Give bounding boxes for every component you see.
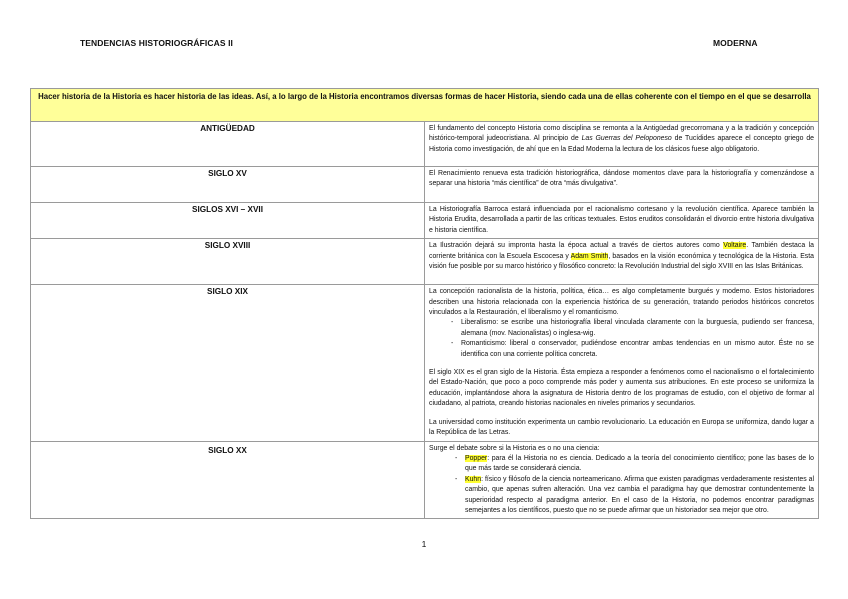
- bullet-list: [429, 318, 814, 360]
- row-label-xvi-xvii: SIGLOS XVI – XVII: [31, 203, 425, 239]
- row-content-xv: El Renacimiento renueva esta tradición historiográfica, dándose momentos clave para la historiografía y comenzándose a separar una historia “más científica” de otra “más divulgativa”.: [425, 167, 819, 203]
- intro-banner: Hacer historia de la Historia es hacer historia de las ideas. Así, a lo largo de la Historia encontramos diversas formas de hacer Historia, siendo cada una de ellas coherente con el tiempo en el que se desarrolla: [31, 89, 819, 122]
- page-number: 1: [421, 539, 427, 549]
- header-title-right: MODERNA: [713, 38, 758, 48]
- highlight-adam-smith: Adam Smith: [570, 252, 609, 260]
- paragraph: La universidad como institución experimenta un cambio revolucionario. La educación en Europa se uniformiza, dando lugar a la República de las Letras.: [429, 418, 814, 437]
- text-fragment: : para él la Historia no es ciencia. Dedicado a la teoría del conocimiento científico; pone las bases de lo que más tarde se considerará ciencia.: [465, 454, 814, 473]
- text-fragment: . También destaca la corriente británica con la Escuela Escocesa y: [429, 242, 814, 260]
- row-content-xviii: [425, 239, 819, 285]
- table-row: [31, 203, 819, 239]
- highlight-voltaire: Voltaire: [723, 242, 747, 250]
- intro-row: [31, 89, 819, 122]
- row-label-xx: SIGLO XX: [31, 441, 425, 519]
- text-fragment: de Tucídides aparece el concepto griego de Historia como investigación, de ahí que en la Edad Moderna la lectura de los clásicos fuese algo obligatorio.: [429, 135, 815, 153]
- bullet-list: [429, 454, 814, 516]
- table-row: [31, 285, 819, 441]
- text-fragment: El fundamento del concepto Historia como disciplina se remonta a la Antigüedad grecorromana y a la tradición y concepción histórico-temporal judeocristiana. Al principio de: [429, 125, 814, 143]
- table-row: [31, 239, 819, 285]
- highlight-popper: Popper: [465, 454, 488, 462]
- row-label-xv: SIGLO XV: [31, 167, 425, 203]
- row-content-xx: [425, 441, 819, 519]
- bullet-popper: [455, 454, 814, 475]
- highlight-kuhn: Kuhn: [465, 475, 482, 483]
- row-content-antiguedad: [425, 122, 819, 167]
- history-table: [30, 88, 819, 519]
- row-content-xix: [425, 285, 819, 441]
- bullet-kuhn: [455, 475, 814, 517]
- book-title: Las Guerras del Peloponeso: [581, 135, 672, 143]
- bullet-liberalismo: - Liberalismo: se escribe una historiografía liberal vinculada claramente con la burguesía, pudiendo ser francesa, alemana (mov. Nacionalistas) o inglesa-wig.: [451, 318, 814, 339]
- table-row: [31, 122, 819, 167]
- table-row: [31, 441, 819, 519]
- text-fragment: , basados en la visión económica y tecnológica de la Historia. Esta visión fue posible por su marco histórico y filosófico concreto: la Revolución Industrial del siglo XVIII en las Islas Británicas.: [429, 252, 814, 271]
- paragraph: El siglo XIX es el gran siglo de la Historia. Ésta empieza a responder a fenómenos como el nacionalismo o el fortalecimiento del Estado-Nación, que poco a poco comprende más poder y aumenta sus atribuciones. En este proceso se uniformiza la educación, implantándose ahora la asignatura de Historia dentro de los programas de estudio, con el objetivo de formar al ciudadano, al patriota, creando historias nacionales en niveles primarios y secundarios.: [429, 369, 814, 408]
- row-label-xix: SIGLO XIX: [31, 285, 425, 441]
- row-label-antiguedad: ANTIGÜEDAD: [31, 122, 425, 167]
- row-content-xvi-xvii: La Historiografía Barroca estará influenciada por el racionalismo cortesano y la revolución científica. Aparece también la Historia Erudita, desarrollada a partir de las críticas textuales. Estos eruditos consolidarán el divorcio entre historia divulgativa e historia científica.: [425, 203, 819, 239]
- text-fragment: La Ilustración dejará su impronta hasta la época actual a través de ciertos autores como: [429, 242, 724, 250]
- text-fragment: : físico y filósofo de la ciencia norteamericano. Afirma que existen paradigmas verdaderamente resistentes al cambio, que apenas sufren alteración. Una vez cambia el paradigma hay que demostrar contundentemente la superioridad respecto al paradigma anterior. En el caso de la Historia, no podemos encontrar paradigmas semejantes a los científicos, puesto que no se puede afirmar que un historiador sea mejor que otro.: [465, 475, 814, 514]
- table-row: [31, 167, 819, 203]
- paragraph: La concepción racionalista de la historia, política, ética… es algo completamente burgués y moderno. Estos historiadores describen una historia relacionada con la experiencia histórica de su generación, tratando periodos históricos concretos vinculados a la Restauración, el liberalismo y el romanticismo.: [429, 288, 814, 317]
- header-title-left: TENDENCIAS HISTORIOGRÁFICAS II: [80, 38, 234, 48]
- bullet-romanticismo: - Romanticismo: liberal o conservador, pudiéndose encontrar ambas tendencias en un mismo autor. Éste no se identifica con una corriente política concreta.: [451, 339, 814, 360]
- paragraph: Surge el debate sobre si la Historia es o no una ciencia:: [429, 444, 600, 452]
- row-label-xviii: SIGLO XVIII: [31, 239, 425, 285]
